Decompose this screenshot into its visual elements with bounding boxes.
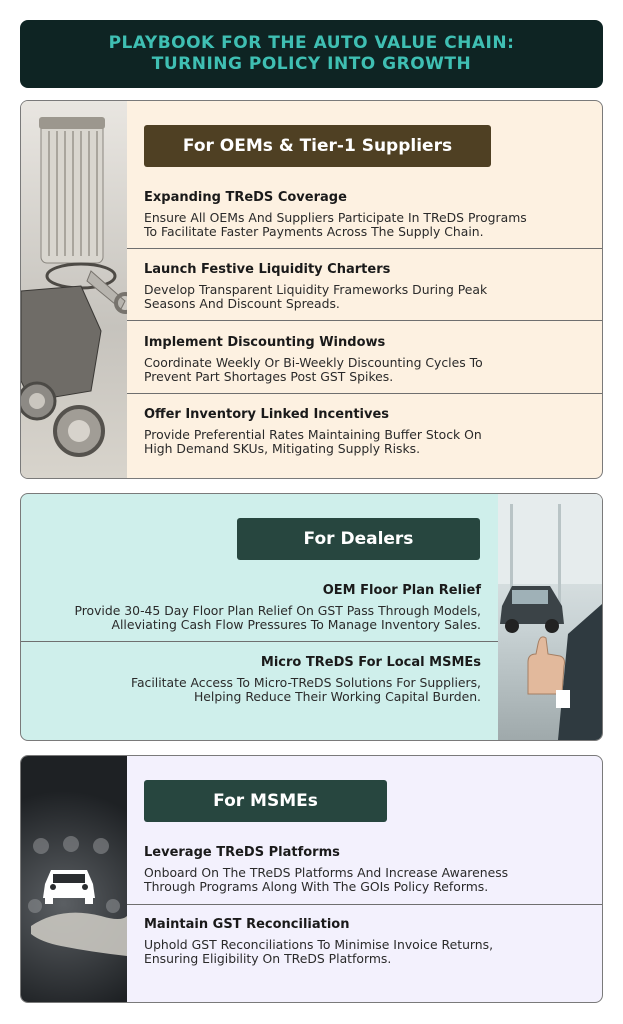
dealer-thumbs-up-image	[498, 494, 602, 740]
msmes-item-1	[144, 845, 592, 894]
item-text-line2: Through Programs Along With The GOIs Policy Reforms.	[144, 879, 489, 894]
oems-item-2	[144, 262, 592, 311]
item-text-line2: Seasons And Discount Spreads.	[144, 296, 340, 311]
item-text-line1: Provide Preferential Rates Maintaining Buffer Stock On	[144, 427, 482, 442]
oems-item-1	[144, 190, 592, 239]
item-text-line1: Coordinate Weekly Or Bi-Weekly Discounting Cycles To	[144, 355, 483, 370]
dealers-item-2	[21, 655, 481, 704]
oems-section-title: For OEMs & Tier-1 Suppliers	[144, 125, 491, 167]
dealers-panel	[20, 493, 603, 741]
item-text-line2: Alleviating Cash Flow Pressures To Manage Inventory Sales.	[111, 617, 481, 632]
hand-car-icon-image	[21, 756, 127, 1002]
item-heading: Micro TReDS For Local MSMEs	[260, 655, 481, 670]
item-heading: Offer Inventory Linked Incentives	[144, 407, 390, 422]
divider	[127, 248, 602, 249]
header-title-line1: PLAYBOOK FOR THE AUTO VALUE CHAIN:	[108, 33, 515, 53]
item-text-line2: Prevent Part Shortages Post GST Spikes.	[144, 369, 394, 384]
item-text-line2: Helping Reduce Their Working Capital Burden.	[193, 689, 481, 704]
divider	[127, 393, 602, 394]
divider	[127, 904, 602, 905]
item-text-line2: High Demand SKUs, Mitigating Supply Risks.	[144, 441, 421, 456]
item-text-line1: Develop Transparent Liquidity Frameworks During Peak	[144, 282, 488, 297]
header-title-line2: TURNING POLICY INTO GROWTH	[151, 54, 472, 74]
item-text-line2: Ensuring Eligibility On TReDS Platforms.	[144, 951, 392, 966]
item-heading: Launch Festive Liquidity Charters	[144, 262, 391, 277]
item-text-line1: Ensure All OEMs And Suppliers Participate In TReDS Programs	[144, 210, 527, 225]
auto-parts-image	[21, 101, 127, 478]
item-text-line1: Uphold GST Reconciliations To Minimise Invoice Returns,	[144, 937, 494, 952]
msmes-panel	[20, 755, 603, 1003]
item-heading: Expanding TReDS Coverage	[144, 190, 347, 205]
item-text-line1: Provide 30-45 Day Floor Plan Relief On GST Pass Through Models,	[74, 603, 481, 618]
item-text-line1: Facilitate Access To Micro-TReDS Solutions For Suppliers,	[130, 675, 481, 690]
divider	[127, 320, 602, 321]
msmes-section-title: For MSMEs	[144, 780, 387, 822]
oems-item-3	[144, 335, 592, 384]
item-heading: OEM Floor Plan Relief	[322, 583, 481, 598]
item-heading: Leverage TReDS Platforms	[144, 845, 340, 860]
divider	[21, 641, 498, 642]
dealers-section-title: For Dealers	[237, 518, 480, 560]
page-header	[20, 20, 603, 88]
item-text-line2: To Facilitate Faster Payments Across The Supply Chain.	[144, 224, 484, 239]
dealers-item-1	[21, 583, 481, 632]
item-heading: Implement Discounting Windows	[144, 335, 386, 350]
item-heading: Maintain GST Reconciliation	[144, 917, 350, 932]
oems-panel	[20, 100, 603, 479]
item-text-line1: Onboard On The TReDS Platforms And Increase Awareness	[144, 865, 509, 880]
msmes-item-2	[144, 917, 592, 966]
oems-item-4	[144, 407, 592, 456]
